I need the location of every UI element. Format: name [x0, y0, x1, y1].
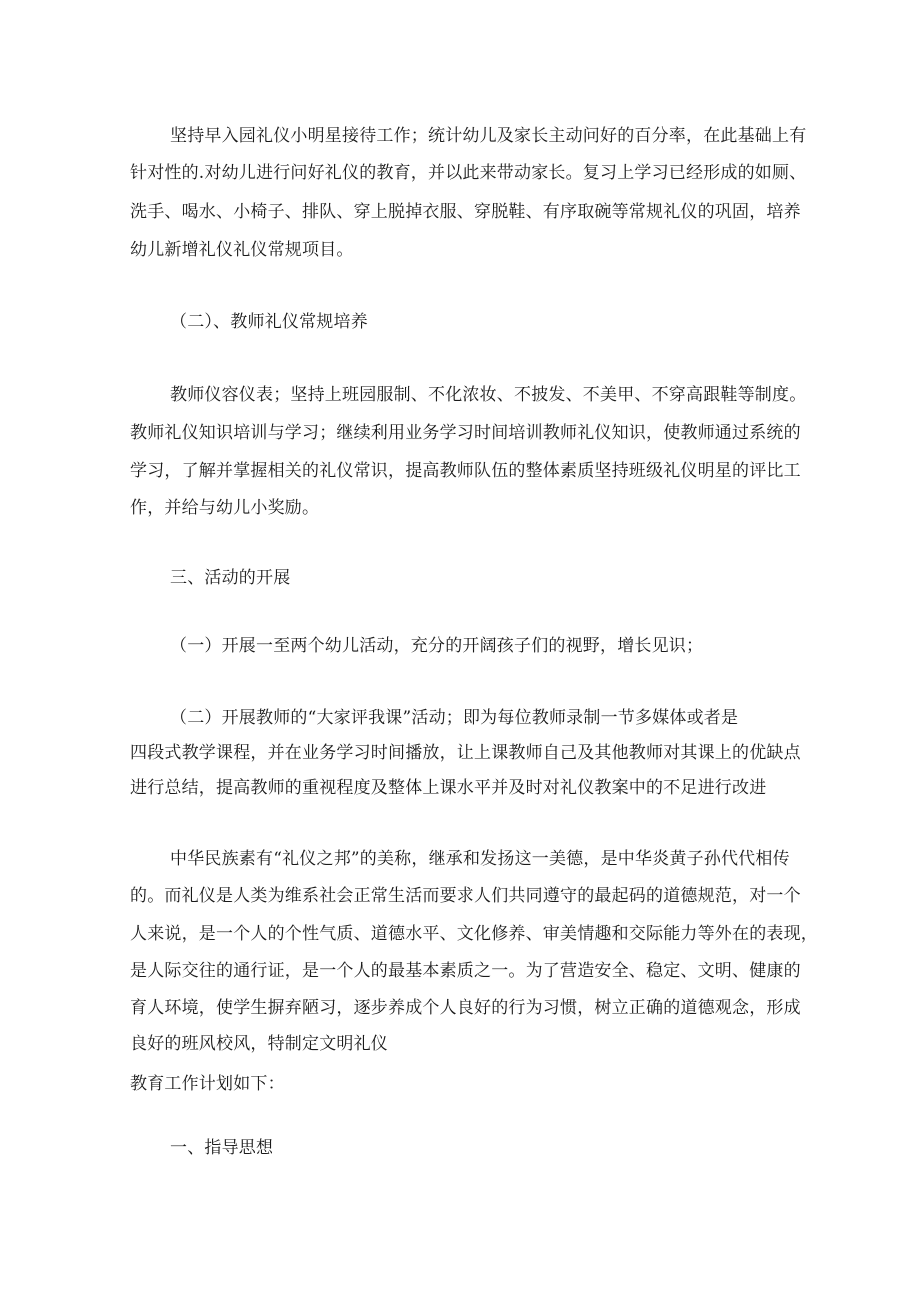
text-line: 良好的班风校风，特制定文明礼仪 — [130, 1034, 388, 1054]
text-line: 作，并给与幼儿小奖励。 — [130, 498, 320, 518]
text-line: 教师仪容仪表；坚持上班园服制、不化浓妆、不披发、不美甲、不穿高跟鞋等制度。 — [170, 385, 807, 405]
text-line: 针对性的.对幼儿进行问好礼仪的教育，并以此来带动家长。复习上学习已经形成的如厕、 — [130, 163, 807, 183]
text-line: 的。而礼仪是人类为维系社会正常生活而要求人们共同遵守的最起码的道德规范，对一个 — [130, 886, 801, 906]
text-line: 幼儿新增礼仪礼仪常规项目。 — [130, 240, 354, 260]
text-line: 四段式教学课程，并在业务学习时间播放，让上课教师自己及其他教师对其课上的优缺点 — [130, 743, 801, 763]
text-line: 进行总结，提高教师的重视程度及整体上课水平并及时对礼仪教案中的不足进行改进 — [130, 778, 767, 798]
text-line: （一）开展一至两个幼儿活动，充分的开阔孩子们的视野，增长见识； — [170, 636, 704, 656]
text-line: 洗手、喝水、小椅子、排队、穿上脱掉衣服、穿脱鞋、有序取碗等常规礼仪的巩固，培养 — [130, 202, 801, 222]
text-line: 学习，了解并掌握相关的礼仪常识，提高教师队伍的整体素质坚持班级礼仪明星的评比工 — [130, 461, 801, 481]
text-line: 教育工作计划如下： — [130, 1074, 285, 1094]
text-line: 人来说，是一个人的个性气质、道德水平、文化修养、审美情趣和交际能力等外在的表现， — [130, 924, 818, 944]
text-line: 教师礼仪知识培训与学习；继续利用业务学习时间培训教师礼仪知识，使教师通过系统的 — [130, 423, 801, 443]
section-heading: 三、活动的开展 — [170, 568, 291, 588]
text-line: 坚持早入园礼仪小明星接待工作；统计幼儿及家长主动问好的百分率，在此基础上有 — [170, 126, 807, 146]
text-line: 育人环境，使学生摒弃陋习，逐步养成个人良好的行为习惯，树立正确的道德观念，形成 — [130, 998, 801, 1018]
text-line: 是人际交往的通行证，是一个人的最基本素质之一。为了营造安全、稳定、文明、健康的 — [130, 961, 801, 981]
text-line: 中华民族素有“礼仪之邦”的美称，继承和发扬这一美德，是中华炎黄子孙代代相传 — [170, 849, 790, 869]
text-line: （二）开展教师的“大家评我课”活动；即为每位教师录制一节多媒体或者是 — [170, 708, 739, 728]
section-heading: 一、指导思想 — [170, 1138, 274, 1158]
section-heading: （二）、教师礼仪常规培养 — [170, 312, 368, 332]
